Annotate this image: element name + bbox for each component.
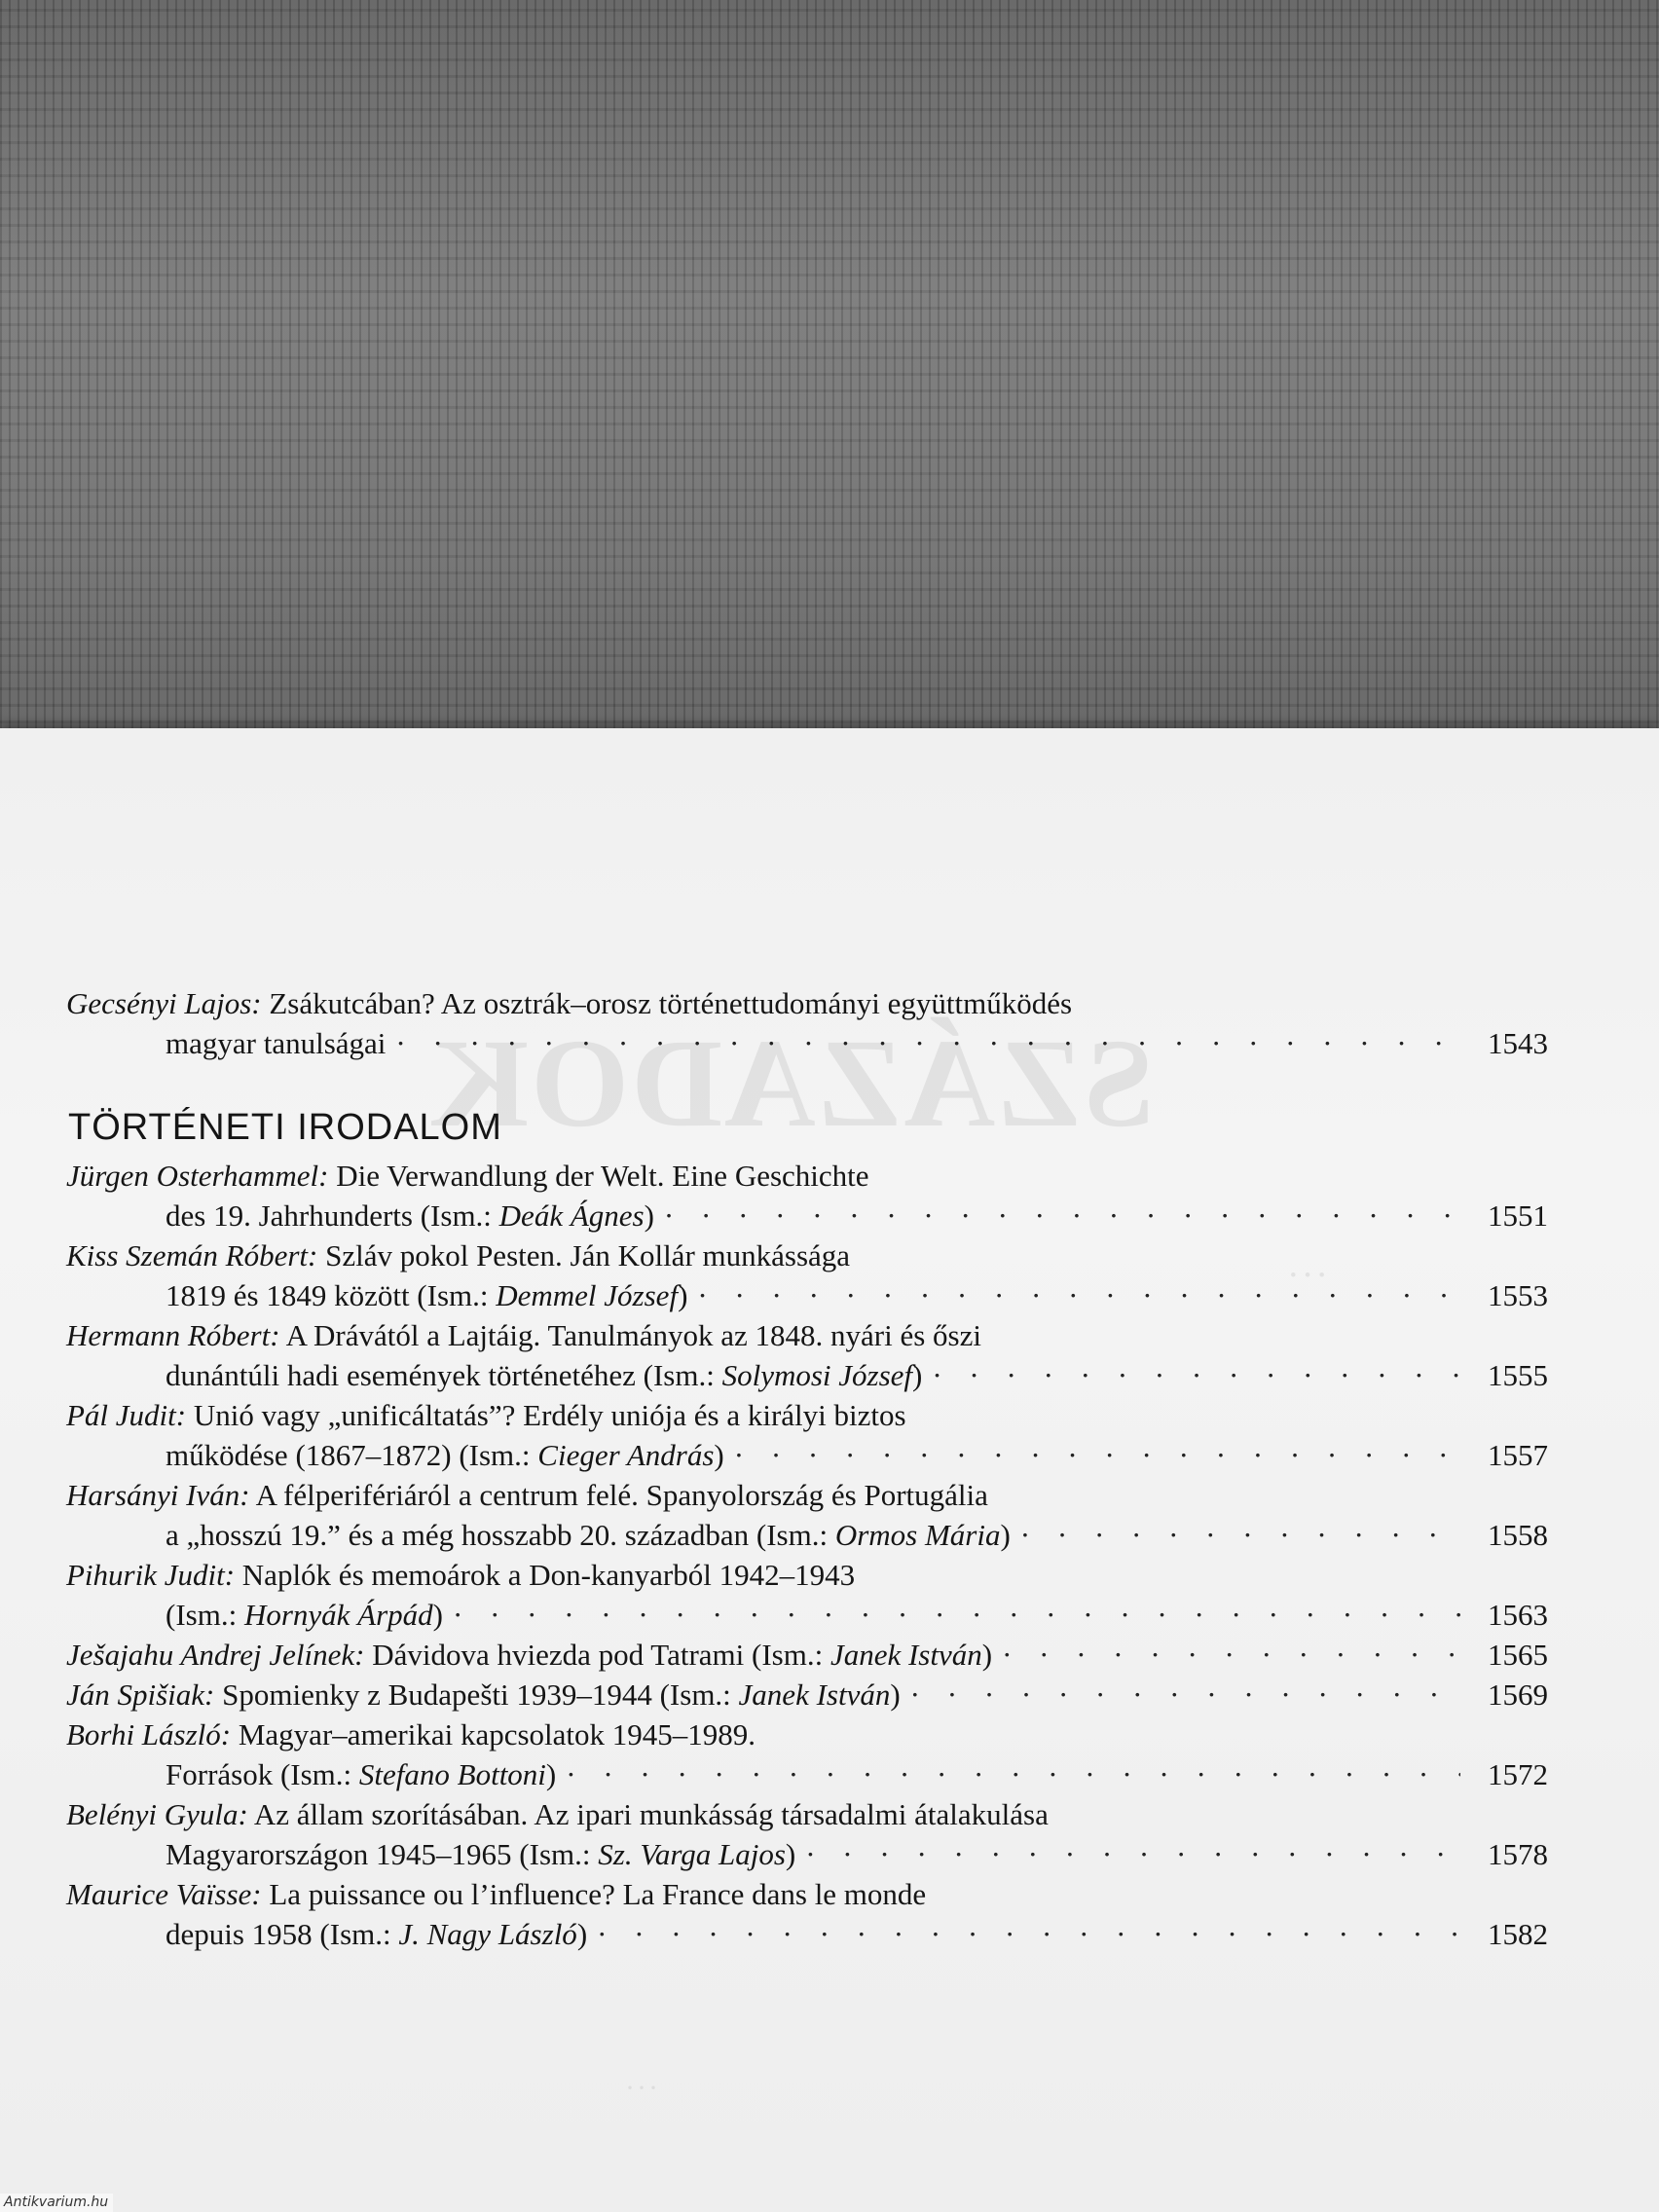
entry-author: Jürgen Osterhammel: [66, 1159, 329, 1193]
entry-title-text: Magyarországon 1945–1965 (Ism.: [166, 1837, 599, 1871]
page-number: 1582 [1488, 1917, 1548, 1951]
entry-second-line [166, 1754, 1548, 1794]
single-line-entries [66, 1635, 1548, 1714]
entry-title: A félperifériáról a centrum felé. Spanyolország és Portugália [249, 1478, 988, 1512]
entry-title-text: működése (1867–1872) (Ism.: [166, 1438, 538, 1472]
background-wood-surface [0, 0, 1659, 740]
entry-author: Belényi Gyula: [66, 1797, 248, 1831]
entry-author: Hermann Róbert: [66, 1318, 280, 1352]
entry-title-text: a „hosszú 19.” és a még hosszabb 20. században (Ism.: [166, 1518, 835, 1552]
entry-line [66, 1635, 992, 1675]
entry-title-text: 1819 és 1849 között (Ism.: [166, 1278, 497, 1312]
entry-title: Spomienky z Budapešti 1939–1944 (Ism.: [214, 1677, 739, 1712]
page-number: 1553 [1488, 1278, 1548, 1312]
toc-entry [66, 1315, 1548, 1395]
entry-second-line [166, 1023, 1548, 1063]
entry-first-line [66, 1874, 1548, 1914]
leader-dots [687, 1275, 1460, 1315]
entry-title-cont [166, 1355, 922, 1395]
entry-title-text: des 19. Jahrhunderts (Ism.: [166, 1198, 499, 1233]
leader-dots [724, 1435, 1460, 1475]
entry-second-line [166, 1834, 1548, 1874]
entry-title-cont [166, 1435, 724, 1475]
entry-title: Szláv pokol Pesten. Ján Kollár munkássága [317, 1238, 851, 1272]
entry-first-line [66, 1475, 1548, 1515]
entry-title-cont [166, 1275, 687, 1315]
toc-entry [66, 1555, 1548, 1635]
entry-second-line [166, 1355, 1548, 1395]
entry-author: Harsányi Iván: [66, 1478, 250, 1512]
entry-title-cont [166, 1914, 587, 1954]
section-heading: TÖRTÉNETI IRODALOM [68, 1107, 502, 1148]
entry-author: Borhi László: [66, 1717, 232, 1751]
reviewer-name: Hornyák Árpád [243, 1598, 433, 1632]
entry-first-line [66, 1235, 1548, 1275]
entry-author: Kiss Szemán Róbert: [66, 1238, 318, 1272]
reviewer-name: Ormos Mária [834, 1518, 1001, 1552]
entry-second-line [166, 1435, 1548, 1475]
entry-author: Pihurik Judit: [66, 1558, 236, 1592]
entry-title: Dávidova hviezda pod Tatrami (Ism.: [364, 1638, 830, 1672]
entry-title-cont [166, 1595, 443, 1635]
page-number: 1565 [1488, 1638, 1548, 1672]
entry-author: Maurice Vaïsse: [66, 1877, 262, 1911]
reviewer-name: J. Nagy László [398, 1917, 577, 1951]
entry-title: Unió vagy „unificáltatás”? Erdély uniója és a királyi biztos [186, 1398, 906, 1432]
page-number: 1555 [1488, 1358, 1548, 1392]
closing-paren: ) [644, 1198, 654, 1233]
leader-dots [443, 1595, 1460, 1635]
show-through-text: ··· [1285, 1255, 1328, 1296]
entry-title-cont [166, 1515, 1011, 1555]
entry-title-text: dunántúli hadi események történetéhez (Ism.: [166, 1358, 722, 1392]
entry-title-cont: magyar tanulságai [166, 1026, 387, 1060]
page-number: 1563 [1488, 1598, 1548, 1632]
leader-dots [795, 1834, 1460, 1874]
entries-list [66, 1714, 1548, 1954]
page-number: 1569 [1488, 1677, 1548, 1712]
reviewer-name: Janek István [738, 1677, 891, 1712]
toc-entry [66, 1874, 1548, 1954]
leader-dots [654, 1196, 1460, 1235]
entry-title-text: (Ism.: [166, 1598, 244, 1632]
leader-dots [922, 1355, 1460, 1395]
reviewer-name: Solymosi József [721, 1358, 913, 1392]
page-number: 1551 [1488, 1198, 1548, 1233]
entry-second-line [166, 1595, 1548, 1635]
toc-entry [66, 1675, 1548, 1714]
watermark: Antikvarium.hu [0, 2194, 113, 2212]
entries-list [66, 1156, 1548, 1635]
reviewer-name: Deák Ágnes [498, 1198, 645, 1233]
entry-title: Die Verwandlung der Welt. Eine Geschichte [328, 1159, 869, 1193]
entry-title-text: Források (Ism.: [166, 1757, 359, 1791]
toc-entry [66, 1395, 1548, 1475]
entry-first-line [66, 1555, 1548, 1595]
entry-title: A Drávától a Lajtáig. Tanulmányok az 1848. nyári és őszi [279, 1318, 981, 1352]
table-of-contents [66, 983, 1548, 1954]
entry-first-line [66, 1794, 1548, 1834]
entry-title-text: depuis 1958 (Ism.: [166, 1917, 399, 1951]
page-number: 1557 [1488, 1438, 1548, 1472]
show-through-text: SZÁZADOK [428, 1014, 1155, 1154]
entry-first-line [66, 1395, 1548, 1435]
leader-dots [901, 1675, 1460, 1714]
entry-first-line [66, 1156, 1548, 1196]
entry-second-line [166, 1914, 1548, 1954]
closing-paren: ) [890, 1677, 901, 1712]
closing-paren: ) [432, 1598, 443, 1632]
closing-paren: ) [714, 1438, 724, 1472]
entry-title: Magyar–amerikai kapcsolatok 1945–1989. [231, 1717, 756, 1751]
entry-author: Gecsényi Lajos: [66, 986, 262, 1020]
show-through-text: ··· [623, 2072, 658, 2104]
entry-title: Zsákutcában? Az osztrák–orosz történettudományi együttműködés [261, 986, 1073, 1020]
toc-entry [66, 1794, 1548, 1874]
entry-second-line [166, 1196, 1548, 1235]
entry-title-cont [166, 1754, 556, 1794]
entry-first-line [66, 1315, 1548, 1355]
entry-second-line [166, 1275, 1548, 1315]
page-number: 1572 [1488, 1757, 1548, 1791]
page-number: 1558 [1488, 1518, 1548, 1552]
closing-paren: ) [981, 1638, 993, 1672]
toc-entry [66, 1714, 1548, 1794]
toc-entry [66, 1156, 1548, 1235]
entry-line [66, 1675, 901, 1714]
toc-entry [66, 1475, 1548, 1555]
reviewer-name: Sz. Varga Lajos [598, 1837, 786, 1871]
entry-second-line [166, 1515, 1548, 1555]
toc-entry [66, 983, 1548, 1063]
entry-author: Ján Spišiak: [66, 1677, 215, 1712]
reviewer-name: Janek István [830, 1638, 982, 1672]
entry-title-cont [166, 1834, 795, 1874]
entry-author: Pál Judit: [66, 1398, 187, 1432]
leader-dots [556, 1754, 1460, 1794]
entry-title-cont [166, 1196, 654, 1235]
closing-paren: ) [576, 1917, 588, 1951]
entry-first-line [66, 983, 1548, 1023]
closing-paren: ) [545, 1757, 557, 1791]
entry-title: Naplók és memoárok a Don-kanyarból 1942–1943 [235, 1558, 856, 1592]
entry-title: La puissance ou l’influence? La France dans le monde [261, 1877, 927, 1911]
toc-entry [66, 1235, 1548, 1315]
reviewer-name: Stefano Bottoni [358, 1757, 546, 1791]
closing-paren: ) [912, 1358, 923, 1392]
toc-entry [66, 1635, 1548, 1675]
page-number: 1578 [1488, 1837, 1548, 1871]
leader-dots [386, 1023, 1460, 1063]
reviewer-name: Cieger András [537, 1438, 715, 1472]
page-number: 1543 [1488, 1026, 1548, 1060]
closing-paren: ) [785, 1837, 796, 1871]
closing-paren: ) [1000, 1518, 1011, 1552]
entry-title: Az állam szorításában. Az ipari munkásság társadalmi átalakulása [247, 1797, 1049, 1831]
closing-paren: ) [678, 1278, 688, 1312]
leader-dots [1011, 1515, 1460, 1555]
entry-author: Ješajahu Andrej Jelínek: [66, 1638, 365, 1672]
leader-dots [587, 1914, 1460, 1954]
entry-first-line [66, 1714, 1548, 1754]
reviewer-name: Demmel József [496, 1278, 679, 1312]
leader-dots [992, 1635, 1460, 1675]
